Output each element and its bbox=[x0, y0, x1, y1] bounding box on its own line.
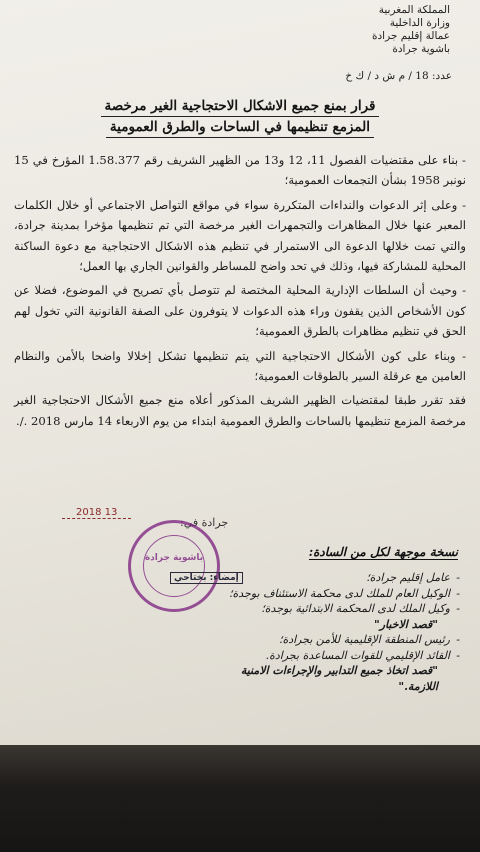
title-line-2: المزمع تنظيمها في الساحات والطرق العمومية bbox=[106, 117, 374, 138]
paragraph: - وحيث أن السلطات الإدارية المحلية المختصة لم تتوصل بأي تصريح في الموضوع، فضلا عن كون الأشخاص الذين يقفون وراء هذه الدعوات لا يتوفرون على الصفة القانونية التي تخول لهم الحق في تنظيم مظاهرات بالطرق العمومية؛ bbox=[14, 283, 466, 339]
distribution-list bbox=[210, 570, 460, 694]
letterhead-line: وزارة الداخلية bbox=[389, 17, 450, 29]
seal-inner-ring bbox=[143, 535, 205, 597]
letterhead bbox=[372, 4, 450, 56]
letterhead-line: عمالة إقليم جرادة bbox=[372, 30, 450, 42]
title-line-1: قرار بمنع جميع الاشكال الاحتجاجية الغير مرخصة bbox=[101, 96, 380, 117]
decision-body bbox=[14, 150, 466, 435]
paragraph: - بناء على مقتضيات الفصول 11، 12 و13 من الظهير الشريف رقم 1.58.377 المؤرخ في 15 نونبر 1958 بشأن التجمعات العمومية؛ bbox=[14, 153, 466, 188]
official-seal bbox=[128, 520, 220, 612]
distribution-item: - رئيس المنطقة الإقليمية للأمن بجرادة؛ bbox=[210, 632, 460, 648]
paragraph: - وعلى إثر الدعوات والنداءات المتكررة سواء في مواقع التواصل الاجتماعي أو خلال الكلمات المعبر عنها خلال المظاهرات والتجمهرات الغير مرخصة التي تم تنظيمها مؤخرا بمدينة جرادة، والتي تمت خلالها الدعوة الى الاستمرار في تنظيم هذه الاشكال الاحتجاجية مع دعوة الساكنة المحلية للمشاركة فيها، وذلك في تحد واضح للمساطر والقوانين الجاري بها العمل؛ bbox=[14, 197, 466, 274]
distribution-item: - الوكيل العام للملك لدى محكمة الاستئناف بوجدة؛ bbox=[210, 586, 460, 602]
place-date-label: جرادة في: bbox=[180, 516, 229, 529]
distribution-item: - وكيل الملك لدى المحكمة الابتدائية بوجدة؛ bbox=[210, 601, 460, 617]
paragraph: - وبناء على كون الأشكال الاحتجاجية التي يتم تنظيمها تشكل إخلالا واضحا بالأمن والنظام العامين مع عرقلة السير بالطوقات العمومية؛ bbox=[14, 348, 466, 384]
distribution-note: "قصد الاخبار" bbox=[374, 617, 438, 631]
reference-number: عدد: 18 / م ش د / ك خ bbox=[345, 70, 452, 82]
letterhead-line: المملكة المغربية bbox=[378, 4, 450, 16]
paragraph: فقد تقرر طبقا لمقتضيات الظهير الشريف المذكور أعلاه منع جميع الأشكال الاحتجاجية الغير مرخصة المزمع تنظيمها بالساحات والطرق العمومية ابتداء من يوم الاربعاء 14 مارس 2018 ./. bbox=[14, 393, 466, 428]
seal-text: باشوية جرادة bbox=[144, 553, 204, 563]
date-stamp: 2018 13 bbox=[62, 507, 131, 519]
distribution-item: - القائد الإقليمي للقوات المساعدة بجرادة. bbox=[210, 648, 460, 664]
distribution-item: - عامل إقليم جرادة؛ bbox=[210, 570, 460, 586]
distribution-note: "قصد اتخاذ جميع التدابير والإجراءات الامنية اللازمة." bbox=[240, 664, 438, 693]
distribution-title: نسخة موجهة لكل من السادة: bbox=[308, 545, 458, 559]
background-surface bbox=[0, 745, 480, 852]
letterhead-line: باشوية جرادة bbox=[392, 43, 450, 55]
decision-title bbox=[60, 96, 420, 138]
signature-label: إمضاء: بختاحي bbox=[170, 572, 243, 584]
